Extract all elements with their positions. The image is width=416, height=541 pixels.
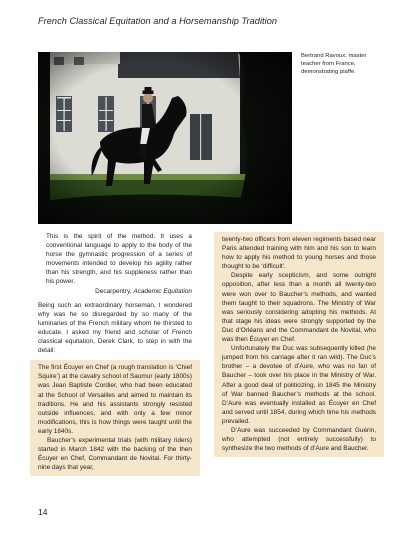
- box-paragraph-1: The first Écuyer en Chef (a rough translation is ‘Chief Squire’) at the cavalry school of Saumur (early 1800s) was Jean Baptiste Cordier, who had been educated at the School of Versailles and aimed to maintain its traditions. He and his assistants strongly resisted outside influences, and with only a few minor modifications, this is how things were taught until the early 1840s.: [38, 364, 192, 435]
- running-header: French Classical Equitation and a Horsemanship Tradition: [38, 16, 278, 26]
- body-paragraph: Being such an extraordinary horseman, I wondered why was he so disregarded by so many of the luminaries of the French military whom he thirsted to educate. I asked my friend and scholar of French classical equitation, Derek Clark, to step in with the detail:: [38, 301, 192, 355]
- piaffe-photo-illustration: [38, 52, 292, 224]
- box-paragraph-5: Unfortunately the Duc was subsequently killed (he jumped from his carriage after it ran wild). The Duc’s brother – a devotee of d’Aure, who was no fan of Baucher – took over his place in the Ministry of War. After a good deal of politicizing, in 1845 the Ministry of War banned Baucher’s methods at the school. D’Aure was eventually installed as Écuyer en Chef and served until 1854, during which time his methods prevailed.: [222, 345, 376, 425]
- box-paragraph-2: Baucher’s experimental trials (with military riders) started in March 1842 with the backing of the then Écuyer en Chef, Commandant de Novital. For thirty-nine days that year,: [38, 436, 192, 472]
- epigraph-quote: This is the spirit of the method. It uses a conventional language to apply to the body of the horse the gymnastic progression of a series of movements intended to develop his agility rather than his strength, and his suppleness rather than his power.: [46, 233, 192, 286]
- quoted-sidebar-box: [30, 360, 200, 476]
- right-column: [222, 232, 376, 457]
- photo-caption: Bertrand Ravoux, master teacher from France, demonstrating piaffe.: [301, 53, 367, 75]
- box-paragraph-4: Despite early scepticism, and some outright opposition, after less than a month all twenty-two were won over to Baucher’s methods, and wanted them taught to their squadrons. The Ministry of War was seriously considering adopting his methods. At that stage his ideas were strongly supported by the Duc d’Orléans and the Commandant de Novital, who was then Écuyer en Chef.: [222, 272, 376, 344]
- quoted-sidebar-box-continued: [214, 232, 384, 457]
- quote-attribution: [38, 287, 192, 296]
- horse-photo: [38, 52, 292, 224]
- quote-author: Decarpentry,: [95, 287, 132, 295]
- box-paragraph-3: twenty-two officers from eleven regiments based near Paris attended training with him and his son to learn how to apply his method to young horses and those thought to be ‘difficult’.: [222, 236, 376, 271]
- left-column: [38, 232, 192, 476]
- page-number: 14: [38, 507, 48, 517]
- box-paragraph-6: D’Aure was succeeded by Commandant Guérin, who attempted (not entirely successfully) to synthesize the two methods of d’Aure and Baucher.: [222, 426, 376, 453]
- quote-source: Academic Equitation: [133, 287, 192, 295]
